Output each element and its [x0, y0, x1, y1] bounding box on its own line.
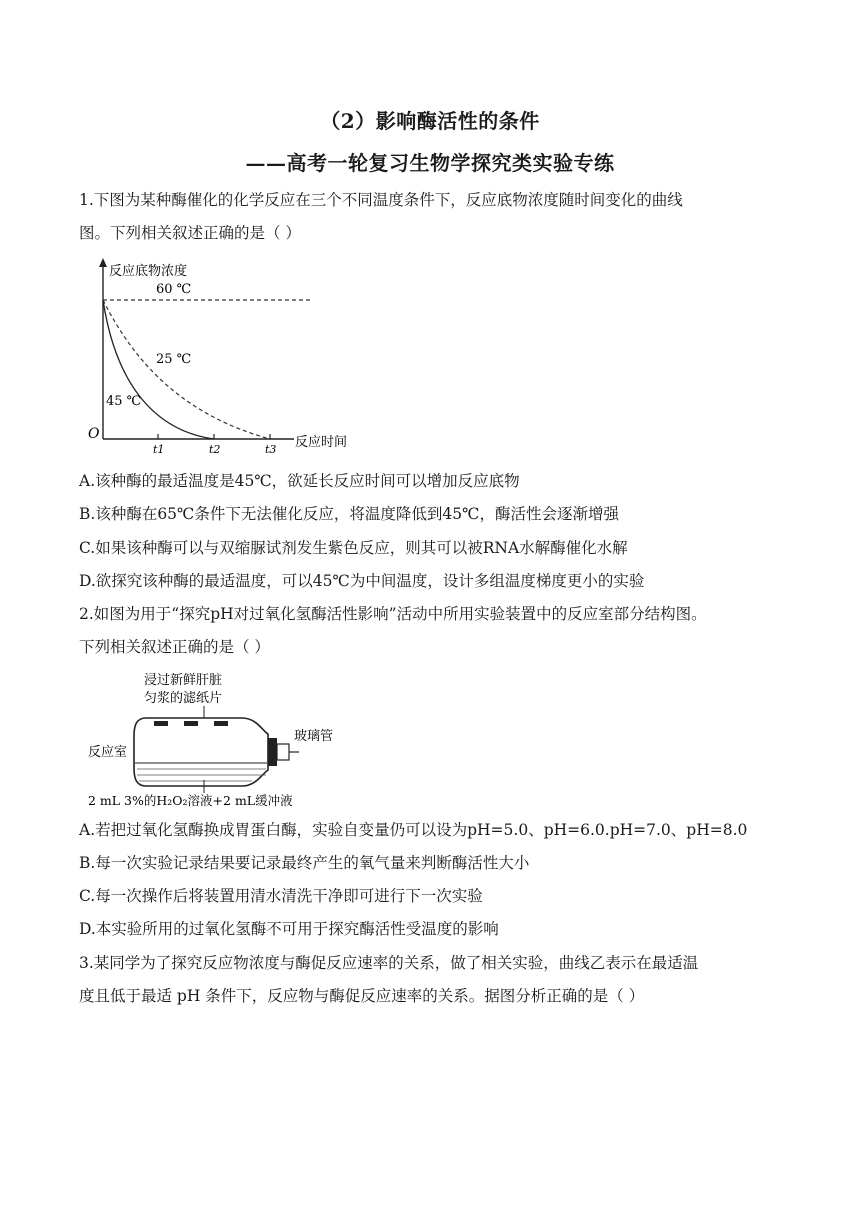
tick-label-t3: t3: [265, 443, 277, 456]
stopper: [268, 738, 277, 766]
q2-option-c: C.每一次操作后将装置用清水清洗干净即可进行下一次实验: [79, 887, 483, 905]
q3-stem-line-2: 度且低于最适 pH 条件下，反应物与酶促反应速率的关系。据图分析正确的是（ ）: [79, 987, 645, 1005]
q1-stem-line-1: 1.下图为某种酶催化的化学反应在三个不同温度条件下，反应底物浓度随时间变化的曲线: [79, 191, 683, 209]
q2-stem-line-1: 2.如图为用于“探究pH对过氧化氢酶活性影响”活动中所用实验装置中的反应室部分结构图。: [79, 605, 707, 623]
q1-option-c: C.如果该种酶可以与双缩脲试剂发生紫色反应，则其可以被RNA水解酶催化水解: [79, 539, 628, 557]
tick-label-t2: t2: [209, 443, 221, 456]
y-axis-arrow-icon: [99, 258, 107, 267]
curve-25c-label: 25 ℃: [156, 352, 192, 367]
curve-60c-label: 60 ℃: [156, 282, 192, 297]
q1-concentration-graph: [76, 256, 366, 456]
q3-stem-line-1: 3.某同学为了探究反应物浓度与酶促反应速率的关系，做了相关实验，曲线乙表示在最适温: [79, 954, 699, 972]
glass-tube-label: 玻璃管: [294, 729, 334, 744]
filter-paper-piece: [154, 721, 168, 726]
page-subtitle: ——高考一轮复习生物学探究类实验专练: [245, 151, 615, 175]
q2-apparatus-diagram: [84, 668, 342, 810]
x-axis-label: 反应时间: [295, 435, 348, 450]
reaction-chamber-flask: [134, 718, 268, 786]
curve-45c: [103, 300, 214, 439]
q1-option-d: D.欲探究该种酶的最适温度，可以45℃为中间温度，设计多组温度梯度更小的实验: [79, 572, 645, 590]
q1-stem-line-2: 图。下列相关叙述正确的是（ ）: [79, 224, 301, 242]
y-axis-label: 反应底物浓度: [109, 264, 188, 279]
filter-paper-piece: [214, 721, 228, 726]
q1-option-a: A.该种酶的最适温度是45℃，欲延长反应时间可以增加反应底物: [79, 472, 520, 490]
solution-label: 2 mL 3%的H₂O₂溶液+2 mL缓冲液: [88, 793, 293, 808]
page-title: （2）影响酶活性的条件: [320, 109, 540, 133]
glass-tube: [277, 744, 289, 760]
origin-label: O: [88, 426, 100, 442]
q2-option-d: D.本实验所用的过氧化氢酶不可用于探究酶活性受温度的影响: [79, 920, 499, 938]
q2-option-b: B.每一次实验记录结果要记录最终产生的氧气量来判断酶活性大小: [79, 854, 530, 872]
chamber-label: 反应室: [88, 745, 128, 760]
filter-paper-piece: [184, 721, 198, 726]
filter-paper-label-1: 浸过新鲜肝脏: [144, 673, 223, 688]
curve-45c-label: 45 ℃: [106, 394, 142, 409]
q2-stem-line-2: 下列相关叙述正确的是（ ）: [79, 638, 270, 656]
filter-paper-label-2: 匀浆的滤纸片: [144, 691, 223, 706]
tick-label-t1: t1: [153, 443, 165, 456]
curve-25c: [103, 300, 270, 439]
q2-option-a: A.若把过氧化氢酶换成胃蛋白酶，实验自变量仍可以设为pH=5.0、pH=6.0.pH=7.0、pH=8.0: [79, 821, 748, 839]
q1-option-b: B.该种酶在65℃条件下无法催化反应，将温度降低到45℃，酶活性会逐渐增强: [79, 505, 619, 523]
